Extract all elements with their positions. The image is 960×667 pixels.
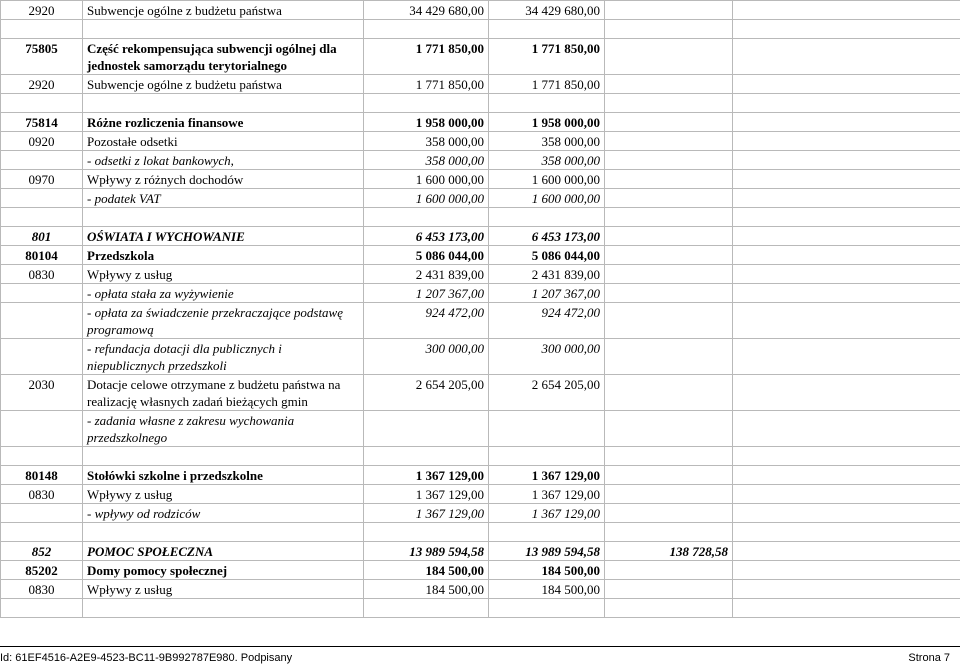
empty-cell	[733, 227, 960, 246]
extra-amount-cell	[605, 504, 733, 523]
classification-code-cell	[1, 284, 83, 303]
extra-amount-cell	[605, 75, 733, 94]
plan-amount-cell: 34 429 680,00	[364, 1, 489, 20]
empty-cell	[733, 542, 960, 561]
empty-cell	[733, 303, 960, 339]
classification-code-cell: 852	[1, 542, 83, 561]
current-amount-cell: 358 000,00	[489, 151, 605, 170]
current-amount-cell: 6 453 173,00	[489, 227, 605, 246]
classification-code-cell: 75805	[1, 39, 83, 75]
empty-cell	[733, 504, 960, 523]
current-amount-cell: 1 771 850,00	[489, 75, 605, 94]
empty-cell	[733, 189, 960, 208]
current-amount-cell: 1 600 000,00	[489, 170, 605, 189]
table-row	[1, 542, 960, 561]
description-cell: Domy pomocy społecznej	[83, 561, 364, 580]
plan-amount-cell: 1 600 000,00	[364, 189, 489, 208]
empty-cell	[733, 339, 960, 375]
current-amount-cell	[489, 447, 605, 466]
extra-amount-cell	[605, 339, 733, 375]
classification-code-cell: 80148	[1, 466, 83, 485]
table-row	[1, 189, 960, 208]
classification-code-cell	[1, 189, 83, 208]
plan-amount-cell: 2 654 205,00	[364, 375, 489, 411]
empty-cell	[733, 113, 960, 132]
current-amount-cell: 184 500,00	[489, 561, 605, 580]
table-row	[1, 265, 960, 284]
description-cell	[83, 208, 364, 227]
description-cell: OŚWIATA I WYCHOWANIE	[83, 227, 364, 246]
classification-code-cell: 2920	[1, 75, 83, 94]
table-row	[1, 303, 960, 339]
empty-cell	[733, 466, 960, 485]
plan-amount-cell	[364, 411, 489, 447]
document-id-label: Id: 61EF4516-A2E9-4523-BC11-9B992787E980. Podpisany	[0, 652, 293, 664]
classification-code-cell: 0830	[1, 485, 83, 504]
plan-amount-cell: 358 000,00	[364, 132, 489, 151]
current-amount-cell: 1 600 000,00	[489, 189, 605, 208]
empty-cell	[733, 485, 960, 504]
current-amount-cell: 1 958 000,00	[489, 113, 605, 132]
table-row	[1, 466, 960, 485]
classification-code-cell: 2920	[1, 1, 83, 20]
classification-code-cell	[1, 599, 83, 618]
empty-cell	[733, 94, 960, 113]
classification-code-cell	[1, 523, 83, 542]
plan-amount-cell	[364, 599, 489, 618]
plan-amount-cell: 1 600 000,00	[364, 170, 489, 189]
plan-amount-cell: 13 989 594,58	[364, 542, 489, 561]
table-row	[1, 1, 960, 20]
classification-code-cell	[1, 94, 83, 113]
description-cell: Różne rozliczenia finansowe	[83, 113, 364, 132]
current-amount-cell	[489, 523, 605, 542]
table-row	[1, 339, 960, 375]
extra-amount-cell: 138 728,58	[605, 542, 733, 561]
spacer-row	[1, 447, 960, 466]
classification-code-cell: 85202	[1, 561, 83, 580]
description-cell: - wpływy od rodziców	[83, 504, 364, 523]
current-amount-cell	[489, 20, 605, 39]
plan-amount-cell: 184 500,00	[364, 580, 489, 599]
empty-cell	[733, 208, 960, 227]
description-cell: Pozostałe odsetki	[83, 132, 364, 151]
description-cell: - refundacja dotacji dla publicznych i niepublicznych przedszkoli	[83, 339, 364, 375]
description-cell: Część rekompensująca subwencji ogólnej dla jednostek samorządu terytorialnego	[83, 39, 364, 75]
empty-cell	[733, 375, 960, 411]
description-cell: Przedszkola	[83, 246, 364, 265]
extra-amount-cell	[605, 580, 733, 599]
extra-amount-cell	[605, 375, 733, 411]
spacer-row	[1, 599, 960, 618]
extra-amount-cell	[605, 1, 733, 20]
classification-code-cell: 80104	[1, 246, 83, 265]
plan-amount-cell: 184 500,00	[364, 561, 489, 580]
plan-amount-cell: 300 000,00	[364, 339, 489, 375]
budget-table-body	[1, 1, 960, 618]
plan-amount-cell: 1 771 850,00	[364, 39, 489, 75]
description-cell: - odsetki z lokat bankowych,	[83, 151, 364, 170]
extra-amount-cell	[605, 227, 733, 246]
spacer-row	[1, 20, 960, 39]
empty-cell	[733, 246, 960, 265]
table-row	[1, 170, 960, 189]
extra-amount-cell	[605, 208, 733, 227]
current-amount-cell: 1 771 850,00	[489, 39, 605, 75]
extra-amount-cell	[605, 466, 733, 485]
current-amount-cell: 1 207 367,00	[489, 284, 605, 303]
extra-amount-cell	[605, 20, 733, 39]
extra-amount-cell	[605, 485, 733, 504]
plan-amount-cell: 2 431 839,00	[364, 265, 489, 284]
current-amount-cell	[489, 208, 605, 227]
empty-cell	[733, 411, 960, 447]
classification-code-cell	[1, 411, 83, 447]
classification-code-cell	[1, 151, 83, 170]
classification-code-cell: 2030	[1, 375, 83, 411]
spacer-row	[1, 208, 960, 227]
classification-code-cell: 75814	[1, 113, 83, 132]
extra-amount-cell	[605, 132, 733, 151]
description-cell: Wpływy z usług	[83, 485, 364, 504]
current-amount-cell: 184 500,00	[489, 580, 605, 599]
spacer-row	[1, 94, 960, 113]
table-row	[1, 39, 960, 75]
description-cell	[83, 20, 364, 39]
table-row	[1, 132, 960, 151]
current-amount-cell: 2 654 205,00	[489, 375, 605, 411]
table-row	[1, 75, 960, 94]
table-row	[1, 504, 960, 523]
plan-amount-cell: 1 367 129,00	[364, 466, 489, 485]
current-amount-cell	[489, 94, 605, 113]
table-row	[1, 375, 960, 411]
empty-cell	[733, 170, 960, 189]
description-cell	[83, 94, 364, 113]
current-amount-cell	[489, 599, 605, 618]
classification-code-cell: 0830	[1, 580, 83, 599]
classification-code-cell: 801	[1, 227, 83, 246]
empty-cell	[733, 523, 960, 542]
extra-amount-cell	[605, 246, 733, 265]
spacer-row	[1, 523, 960, 542]
description-cell: - opłata stała za wyżywienie	[83, 284, 364, 303]
description-cell: Wpływy z usług	[83, 580, 364, 599]
plan-amount-cell: 6 453 173,00	[364, 227, 489, 246]
empty-cell	[733, 75, 960, 94]
description-cell	[83, 447, 364, 466]
plan-amount-cell: 1 367 129,00	[364, 485, 489, 504]
extra-amount-cell	[605, 523, 733, 542]
description-cell: Subwencje ogólne z budżetu państwa	[83, 75, 364, 94]
classification-code-cell	[1, 208, 83, 227]
empty-cell	[733, 1, 960, 20]
table-row	[1, 151, 960, 170]
classification-code-cell	[1, 339, 83, 375]
extra-amount-cell	[605, 151, 733, 170]
extra-amount-cell	[605, 265, 733, 284]
empty-cell	[733, 447, 960, 466]
extra-amount-cell	[605, 303, 733, 339]
plan-amount-cell: 5 086 044,00	[364, 246, 489, 265]
extra-amount-cell	[605, 411, 733, 447]
description-cell: POMOC SPOŁECZNA	[83, 542, 364, 561]
description-cell: Dotacje celowe otrzymane z budżetu państwa na realizację własnych zadań bieżących gmin	[83, 375, 364, 411]
current-amount-cell: 358 000,00	[489, 132, 605, 151]
page-footer	[0, 646, 960, 667]
table-row	[1, 561, 960, 580]
plan-amount-cell: 1 207 367,00	[364, 284, 489, 303]
current-amount-cell: 13 989 594,58	[489, 542, 605, 561]
current-amount-cell: 1 367 129,00	[489, 504, 605, 523]
current-amount-cell: 924 472,00	[489, 303, 605, 339]
empty-cell	[733, 265, 960, 284]
empty-cell	[733, 20, 960, 39]
extra-amount-cell	[605, 170, 733, 189]
classification-code-cell: 0920	[1, 132, 83, 151]
current-amount-cell: 1 367 129,00	[489, 466, 605, 485]
description-cell: Wpływy z usług	[83, 265, 364, 284]
plan-amount-cell: 924 472,00	[364, 303, 489, 339]
extra-amount-cell	[605, 447, 733, 466]
plan-amount-cell	[364, 20, 489, 39]
empty-cell	[733, 580, 960, 599]
plan-amount-cell	[364, 94, 489, 113]
current-amount-cell: 300 000,00	[489, 339, 605, 375]
table-row	[1, 284, 960, 303]
table-row	[1, 246, 960, 265]
extra-amount-cell	[605, 113, 733, 132]
extra-amount-cell	[605, 189, 733, 208]
current-amount-cell: 2 431 839,00	[489, 265, 605, 284]
empty-cell	[733, 599, 960, 618]
description-cell: - zadania własne z zakresu wychowania przedszkolnego	[83, 411, 364, 447]
current-amount-cell	[489, 411, 605, 447]
table-row	[1, 485, 960, 504]
current-amount-cell: 34 429 680,00	[489, 1, 605, 20]
extra-amount-cell	[605, 94, 733, 113]
extra-amount-cell	[605, 599, 733, 618]
extra-amount-cell	[605, 561, 733, 580]
description-cell: Subwencje ogólne z budżetu państwa	[83, 1, 364, 20]
plan-amount-cell	[364, 447, 489, 466]
description-cell: - podatek VAT	[83, 189, 364, 208]
empty-cell	[733, 132, 960, 151]
classification-code-cell: 0970	[1, 170, 83, 189]
plan-amount-cell: 1 771 850,00	[364, 75, 489, 94]
description-cell	[83, 599, 364, 618]
empty-cell	[733, 284, 960, 303]
description-cell: Stołówki szkolne i przedszkolne	[83, 466, 364, 485]
current-amount-cell: 1 367 129,00	[489, 485, 605, 504]
page-number: Strona 7	[908, 652, 950, 664]
plan-amount-cell: 1 367 129,00	[364, 504, 489, 523]
plan-amount-cell: 1 958 000,00	[364, 113, 489, 132]
empty-cell	[733, 561, 960, 580]
classification-code-cell: 0830	[1, 265, 83, 284]
description-cell	[83, 523, 364, 542]
classification-code-cell	[1, 447, 83, 466]
empty-cell	[733, 151, 960, 170]
description-cell: Wpływy z różnych dochodów	[83, 170, 364, 189]
table-row	[1, 580, 960, 599]
description-cell: - opłata za świadczenie przekraczające podstawę programową	[83, 303, 364, 339]
table-row	[1, 411, 960, 447]
classification-code-cell	[1, 20, 83, 39]
extra-amount-cell	[605, 39, 733, 75]
table-row	[1, 113, 960, 132]
classification-code-cell	[1, 303, 83, 339]
plan-amount-cell	[364, 523, 489, 542]
classification-code-cell	[1, 504, 83, 523]
table-row	[1, 227, 960, 246]
plan-amount-cell	[364, 208, 489, 227]
empty-cell	[733, 39, 960, 75]
plan-amount-cell: 358 000,00	[364, 151, 489, 170]
extra-amount-cell	[605, 284, 733, 303]
current-amount-cell: 5 086 044,00	[489, 246, 605, 265]
